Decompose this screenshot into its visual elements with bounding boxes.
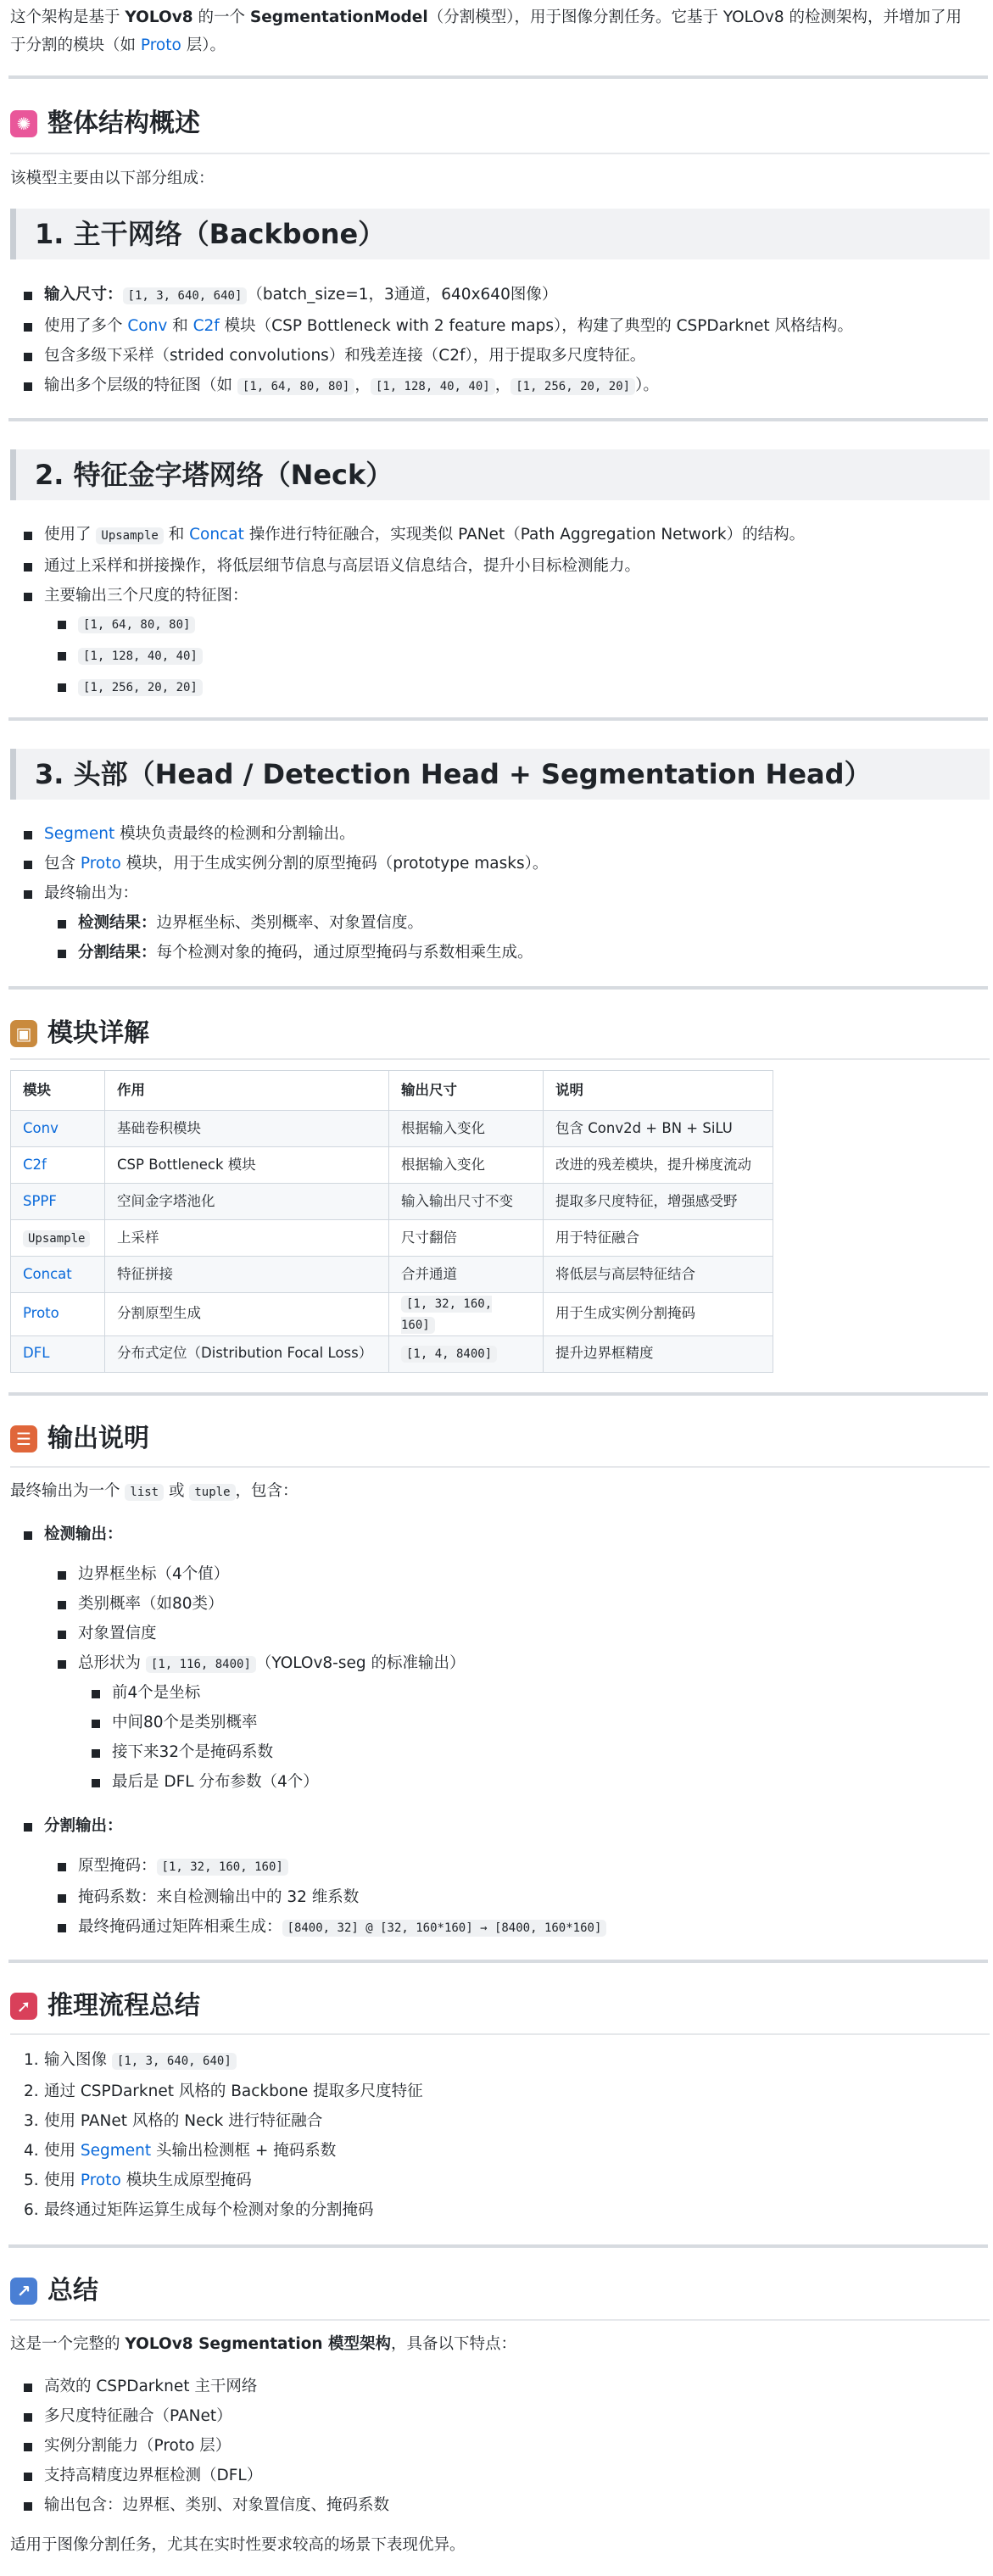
head-heading: 3. 头部（Head / Detection Head + Segmentation Head） [10, 749, 990, 800]
code-span: [1, 32, 160, 160] [401, 1297, 493, 1332]
table-header-row [11, 1071, 773, 1111]
text: ）。 [635, 376, 659, 394]
table-cell: 分布式定位（Distribution Focal Loss） [105, 1335, 389, 1372]
column-header: 说明 [544, 1071, 773, 1111]
list-item: 类别概率（如80类） [44, 1589, 466, 1619]
text: 输入图像 [44, 2051, 112, 2069]
segment-link[interactable]: Segment [44, 825, 115, 843]
list-item: 边界框坐标（4个值） [44, 1559, 466, 1589]
list-item [44, 1851, 606, 1882]
overview-text: 该模型主要由以下部分组成： [10, 170, 215, 187]
text: 模块负责最终的检测和分割输出。 [114, 825, 355, 843]
table-row [11, 1257, 773, 1293]
text: （batch_size=1，3通道，640x640图像） [247, 286, 558, 304]
label: 输入尺寸： [44, 286, 123, 304]
text: 使用 [44, 2172, 81, 2189]
list-item: 主要输出三个尺度的特征图： [10, 581, 805, 611]
text: 包含 [44, 855, 81, 873]
output-shape-sublist [78, 1678, 319, 1797]
overview-heading [10, 107, 200, 141]
code-span: [1, 256, 20, 20] [78, 679, 203, 696]
table-cell [11, 1293, 105, 1336]
column-header: 输出尺寸 [389, 1071, 544, 1111]
conv-link[interactable]: Conv [127, 317, 168, 335]
modules-title: 模块详解 [47, 1018, 149, 1048]
dfl-link[interactable]: DFL [23, 1345, 50, 1362]
output-title: 输出说明 [47, 1424, 149, 1453]
concat-link[interactable]: Concat [23, 1265, 72, 1282]
concat-link[interactable]: Concat [189, 526, 244, 544]
list-item [44, 938, 533, 967]
list-item [10, 2106, 423, 2136]
text: 输出多个层级的特征图（如 [44, 376, 237, 394]
text: 模块（CSP Bottleneck with 2 feature maps），构建了典型的 CSPDarknet 风格结构。 [219, 317, 854, 335]
intro-bold-model: SegmentationModel [249, 8, 428, 26]
text: 或 [164, 1482, 190, 1500]
table-cell [389, 1293, 544, 1336]
heading-rule [10, 153, 990, 154]
output-detect-list [10, 1519, 123, 1549]
text: 使用 [44, 2142, 81, 2160]
summary-heading [10, 2274, 98, 2308]
summary-closing: 适用于图像分割任务，尤其在实时性要求较高的场景下表现优异。 [10, 2536, 466, 2554]
conv-link[interactable]: Conv [23, 1119, 59, 1136]
sppf-link[interactable]: SPPF [23, 1192, 57, 1209]
code-span: [8400, 32] @ [32, 160*160] → [8400, 160*160] [282, 1920, 607, 1937]
text: 使用了多个 [44, 317, 128, 335]
proto-link[interactable]: Proto [80, 855, 121, 873]
list-item [44, 1648, 466, 1680]
summary-list [10, 2372, 389, 2520]
text: 操作进行特征融合，实现类似 PANet（Path Aggregation Network）的结构。 [243, 526, 806, 544]
table-cell [11, 1147, 105, 1184]
table-cell: 合并通道 [389, 1257, 544, 1293]
chart-icon: ↗ [10, 2278, 37, 2305]
step-number: 5. [24, 2172, 39, 2189]
text: 每个检测对象的掩码，通过原型掩码与系数相乘生成。 [156, 944, 533, 962]
intro-text: 的一个 [192, 8, 250, 26]
list-item [10, 2045, 423, 2077]
table-cell [11, 1111, 105, 1147]
label: 分割结果： [78, 944, 157, 962]
code-span: Upsample [96, 527, 163, 544]
list-icon: ☰ [10, 1425, 37, 1452]
list-item [10, 2077, 423, 2106]
flow-title: 推理流程总结 [47, 1991, 200, 2021]
text: 模块，用于生成实例分割的原型掩码（prototype masks）。 [120, 855, 549, 873]
label: 检测结果： [78, 914, 157, 932]
list-item: 最后是 DFL 分布参数（4个） [78, 1767, 319, 1797]
text: 头输出检测框 + 掩码系数 [151, 2142, 337, 2160]
intro-bold-yolov8: YOLOv8 [125, 8, 193, 26]
divider [8, 717, 988, 721]
code-span: [1, 128, 40, 40] [371, 378, 495, 395]
table-cell: 上采样 [105, 1220, 389, 1257]
intro-paragraph [10, 3, 993, 59]
table-cell: 用于生成实例分割掩码 [544, 1293, 773, 1336]
code-span: [1, 256, 20, 20] [510, 378, 635, 395]
list-item: 输出包含：边界框、类别、对象置信度、掩码系数 [10, 2490, 389, 2520]
code-span: [1, 3, 640, 640] [112, 2053, 237, 2070]
column-header: 作用 [105, 1071, 389, 1111]
step-number: 4. [24, 2142, 39, 2160]
text: 使用 PANet 风格的 Neck 进行特征融合 [44, 2112, 323, 2130]
heading-rule [10, 2033, 990, 2035]
text: 最终掩码通过矩阵相乘生成： [78, 1918, 282, 1936]
list-item [10, 819, 548, 849]
flow-heading [10, 1989, 200, 2023]
step-number: 2. [24, 2083, 39, 2100]
list-item [10, 311, 853, 341]
intro-text: （分割模型），用于图像分割任务。它基于 YOLOv8 的检测架构，并增加了用 [427, 8, 962, 26]
text: 通过 CSPDarknet 风格的 Backbone 提取多尺度特征 [44, 2083, 423, 2100]
table-cell: 提取多尺度特征，增强感受野 [544, 1184, 773, 1220]
text: ，具备以下特点： [391, 2335, 517, 2353]
output-seg-sublist [44, 1851, 606, 1943]
segment-link[interactable]: Segment [80, 2142, 152, 2160]
c2f-link[interactable]: C2f [23, 1156, 47, 1173]
divider [8, 75, 988, 79]
list-item [44, 640, 203, 672]
code-span: [1, 32, 160, 160] [157, 1859, 288, 1876]
table-cell [11, 1184, 105, 1220]
list-item [44, 908, 533, 938]
divider [8, 986, 988, 990]
text: 和 [167, 317, 193, 335]
table-row [11, 1111, 773, 1147]
table-cell: CSP Bottleneck 模块 [105, 1147, 389, 1184]
package-icon: ▣ [10, 1020, 37, 1047]
list-item: 最终输出为： [10, 878, 548, 908]
code-span: [1, 64, 80, 80] [237, 378, 354, 395]
summary-title: 总结 [47, 2276, 98, 2306]
neck-sublist [44, 609, 203, 703]
table-cell [11, 1257, 105, 1293]
modules-table [10, 1070, 773, 1373]
list-item: 包含多级下采样（strided convolutions）和残差连接（C2f），用于提取多尺度特征。 [10, 341, 853, 371]
rocket-icon: ➚ [10, 1993, 37, 2020]
divider [8, 1960, 988, 1963]
table-cell [11, 1220, 105, 1257]
label: 分割输出： [44, 1817, 123, 1835]
output-heading [10, 1422, 149, 1456]
list-item: 接下来32个是掩码系数 [78, 1737, 319, 1767]
proto-link[interactable]: Proto [140, 36, 181, 54]
code-span: [1, 116, 8400] [146, 1656, 256, 1673]
text: ， [494, 376, 511, 394]
text: 和 [163, 526, 190, 544]
text: 这是一个完整的 [10, 2335, 126, 2353]
list-item: 实例分割能力（Proto 层） [10, 2431, 389, 2461]
table-cell [389, 1335, 544, 1372]
table-cell: 根据输入变化 [389, 1147, 544, 1184]
backbone-heading: 1. 主干网络（Backbone） [10, 209, 990, 259]
proto-link[interactable]: Proto [80, 2172, 121, 2189]
text: 最终通过矩阵运算生成每个检测对象的分割掩码 [44, 2201, 374, 2219]
head-sublist [44, 908, 533, 967]
text: ，包含： [235, 1482, 298, 1500]
list-item [44, 672, 203, 703]
code-span: [1, 4, 8400] [401, 1346, 497, 1363]
code-span: tuple [189, 1484, 235, 1501]
code-span: [1, 128, 40, 40] [78, 648, 203, 665]
table-row [11, 1184, 773, 1220]
list-item [10, 280, 853, 311]
neck-list [10, 520, 805, 611]
step-number: 3. [24, 2112, 39, 2130]
intro-text: 于分割的模块（如 [10, 36, 141, 54]
list-item [10, 1519, 123, 1549]
c2f-link[interactable]: C2f [192, 317, 220, 335]
neck-heading: 2. 特征金字塔网络（Neck） [10, 449, 990, 500]
text: 模块生成原型掩码 [120, 2172, 252, 2189]
text: 最终输出为一个 [10, 1482, 126, 1500]
list-item [44, 609, 203, 640]
code-span: [1, 64, 80, 80] [78, 616, 195, 633]
table-cell: 分割原型生成 [105, 1293, 389, 1336]
list-item [10, 2166, 423, 2195]
list-item: 前4个是坐标 [78, 1678, 319, 1708]
list-item: 通过上采样和拼接操作，将低层细节信息与高层语义信息结合，提升小目标检测能力。 [10, 551, 805, 581]
table-row [11, 1220, 773, 1257]
list-item [10, 2136, 423, 2166]
table-cell: 提升边界框精度 [544, 1335, 773, 1372]
table-cell: 根据输入变化 [389, 1111, 544, 1147]
output-seg-list [10, 1811, 123, 1841]
summary-intro [10, 2330, 993, 2358]
text: 总形状为 [78, 1654, 146, 1672]
table-cell: 将低层与高层特征结合 [544, 1257, 773, 1293]
brain-icon: ✺ [10, 110, 37, 137]
intro-text: 层）。 [181, 36, 226, 54]
table-cell: 包含 Conv2d + BN + SiLU [544, 1111, 773, 1147]
intro-text: 这个架构是基于 [10, 8, 126, 26]
text: （YOLOv8-seg 的标准输出） [255, 1654, 466, 1672]
table-row [11, 1293, 773, 1336]
code-span: [1, 3, 640, 640] [123, 287, 248, 304]
divider [8, 1392, 988, 1396]
table-cell: 尺寸翻倍 [389, 1220, 544, 1257]
text: 边界框坐标、类别概率、对象置信度。 [156, 914, 424, 932]
flow-steps [10, 2045, 423, 2225]
table-cell: 输入输出尺寸不变 [389, 1184, 544, 1220]
list-item [44, 1912, 606, 1943]
table-cell: 特征拼接 [105, 1257, 389, 1293]
label: YOLOv8 Segmentation 模型架构 [125, 2335, 392, 2353]
modules-heading [10, 1017, 149, 1051]
list-item: 多尺度特征融合（PANet） [10, 2401, 389, 2431]
text: ， [354, 376, 371, 394]
code-span: Upsample [23, 1230, 90, 1247]
table-cell: 空间金字塔池化 [105, 1184, 389, 1220]
column-header: 模块 [11, 1071, 105, 1111]
table-cell: 改进的残差模块，提升梯度流动 [544, 1147, 773, 1184]
table-row [11, 1335, 773, 1372]
proto-link[interactable]: Proto [23, 1305, 59, 1322]
output-intro [10, 1477, 993, 1507]
overview-title: 整体结构概述 [47, 109, 200, 138]
table-cell: 用于特征融合 [544, 1220, 773, 1257]
table-cell: 基础卷积模块 [105, 1111, 389, 1147]
heading-rule [10, 1058, 990, 1060]
list-item [10, 2195, 423, 2225]
list-item: 中间80个是类别概率 [78, 1708, 319, 1737]
step-number: 6. [24, 2201, 39, 2219]
list-item [10, 849, 548, 878]
heading-rule [10, 1466, 990, 1468]
list-item: 高效的 CSPDarknet 主干网络 [10, 2372, 389, 2401]
text: 使用了 [44, 526, 97, 544]
label: 检测输出： [44, 1525, 123, 1543]
list-item: 对象置信度 [44, 1619, 466, 1648]
heading-rule [10, 2319, 990, 2321]
list-item [10, 520, 805, 551]
output-detect-sublist [44, 1559, 466, 1680]
list-item: 掩码系数：来自检测输出中的 32 维系数 [44, 1882, 606, 1912]
list-item [10, 371, 853, 402]
table-cell [11, 1335, 105, 1372]
divider [8, 2244, 988, 2248]
list-item [10, 1811, 123, 1841]
backbone-list [10, 280, 853, 402]
divider [8, 418, 988, 421]
list-item: 支持高精度边界框检测（DFL） [10, 2461, 389, 2490]
table-row [11, 1147, 773, 1184]
code-span: list [125, 1484, 164, 1501]
step-number: 1. [24, 2051, 39, 2069]
head-list [10, 819, 548, 908]
text: 原型掩码： [78, 1857, 157, 1875]
